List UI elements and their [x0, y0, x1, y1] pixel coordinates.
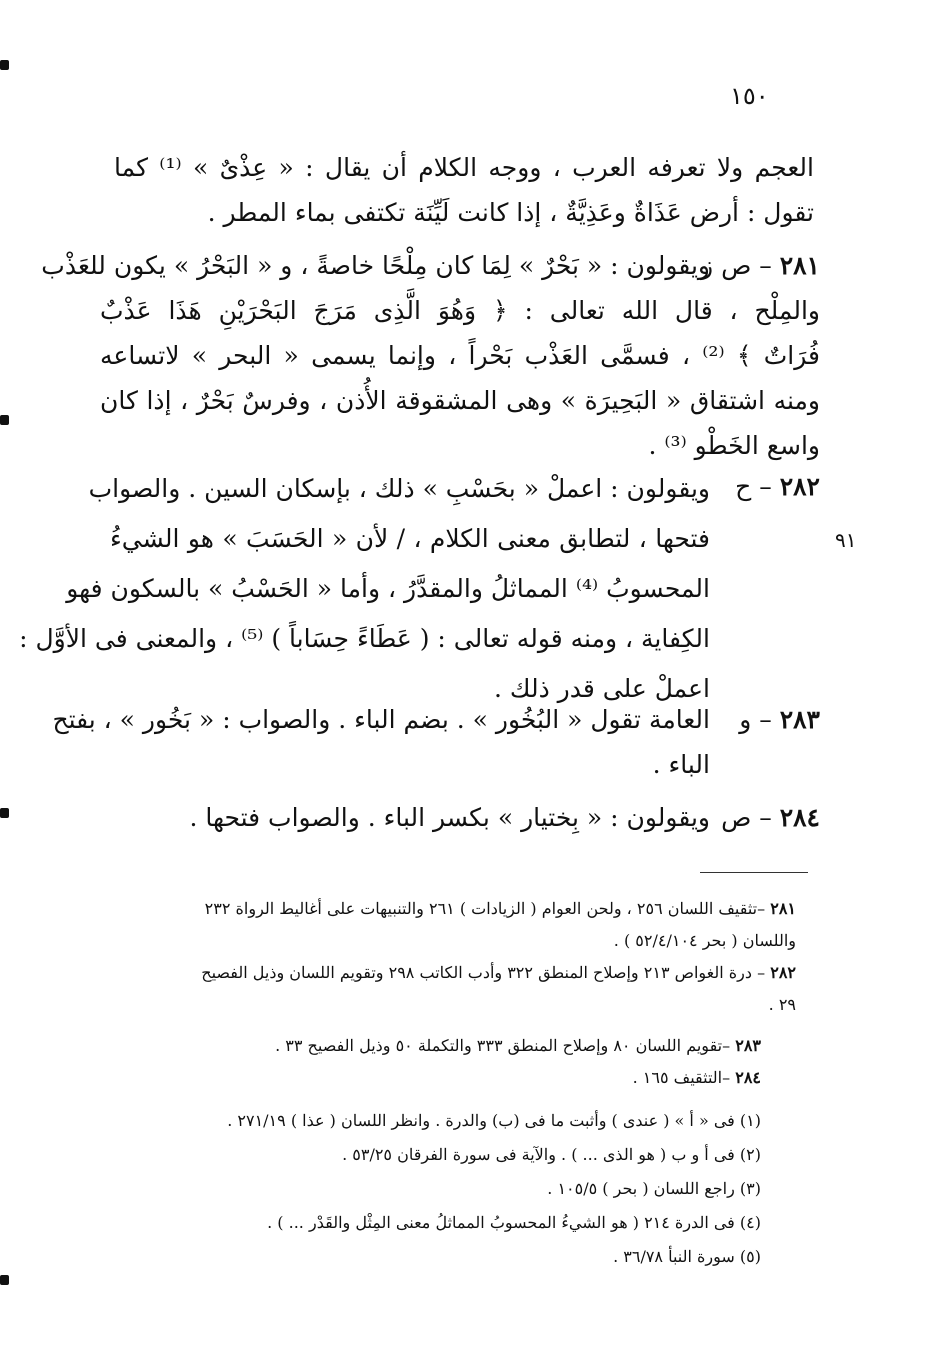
margin-page-reference: ٩١: [835, 528, 857, 552]
footnote-divider: [700, 872, 808, 873]
note-text: –تثقيف اللسان ٢٥٦ ، ولحن العوام ( الزيادات ) ٢٦١ والتنبيهات على أغاليط الرواة ٢٣٢: [204, 899, 766, 918]
text-line: فتحها ، لتطابق معنى الكلام ، / لأن « الحَسَبَ » هو الشيءُ: [110, 524, 710, 553]
text-line: المحسوبُ ⁽⁴⁾ المماثلُ والمقدَّرُ ، وأما « الحَسْبُ » بالسكون فهو: [66, 574, 710, 603]
entry-number: ٢٨٣: [779, 705, 820, 734]
text-line: ويقولون : « بَحْرٌ » لِمَا كان مِلْحًا خاصةً ، و « البَحْرُ » يكون للعَذْب: [41, 251, 710, 280]
scan-edge-mark: [0, 60, 9, 70]
entry-text: [19, 464, 710, 714]
footnote: (٢) فى أ و ب ( هو الذى ... ) . والآية فى سورة الفرقان ٥٣/٢٥ .: [342, 1145, 761, 1164]
entry-header: ٢٨١ – ص ز: [701, 251, 820, 280]
source-notes: [126, 893, 796, 1021]
source-notes-short: [161, 1030, 761, 1094]
source-note-284: [161, 1062, 761, 1094]
entry-text: [110, 795, 710, 840]
entry-source: ص: [721, 803, 752, 832]
source-note-283: [161, 1030, 761, 1062]
text-line: ومنه اشتقاق « البَحِيرَة » وهى المشقوقة الأُذن ، وفرسٌ بَحْرٌ ، إذا كان: [100, 386, 820, 415]
text-line: العامة تقول « البُخُور » . بضم الباء . والصواب : « بَخُور » ، بفتح: [52, 705, 710, 734]
footnote: (٤) فى الدرة ٢١٤ ( هو الشيءُ المحسوبُ المماثلُ معنى المِثْل والقَدْر ... ) .: [267, 1213, 761, 1232]
entry-number: ٢٨٢: [779, 472, 820, 501]
entry-284: [100, 795, 820, 840]
text-line: العجم ولا تعرفه العرب ، ووجه الكلام أن يقال : « عِذْىٌ » ⁽¹⁾ كما: [114, 153, 814, 182]
text-line: والمِلْح ، قال الله تعالى : ﴿ وَهُوَ الَّذِى مَرَجَ البَحْرَيْنِ هَذَا عَذْبٌ: [100, 296, 820, 325]
scan-edge-mark: [0, 415, 9, 425]
source-note-282: [126, 957, 796, 1021]
scan-edge-mark: [0, 1275, 9, 1285]
scan-edge-mark: [0, 808, 9, 818]
text-line: تقول : أرض عَذَاةٌ وعَذِيَّةٌ ، إذا كانت لَيِّنَة تكتفى بماء المطر .: [207, 198, 814, 227]
text-line: ويقولون : اعملْ « بحَسْبِ » ذلك ، بإسكان السين . والصواب: [88, 474, 710, 503]
entry-number: ٢٨١: [779, 251, 820, 280]
entry-number: ٢٨٤: [779, 803, 820, 832]
note-text: واللسان ( بحر ٥٢/٤/١٠٤ ) .: [613, 931, 796, 950]
source-note-281: [126, 893, 796, 957]
entry-header: ٢٨٣ – و: [739, 705, 820, 734]
entry-header: ٢٨٢ – ح: [735, 472, 820, 501]
note-number: ٢٨٢: [770, 963, 796, 982]
entry-source: و: [739, 705, 752, 734]
text-line: اعملْ على قدر ذلك .: [494, 674, 710, 703]
note-text: ٢٩ .: [768, 995, 796, 1014]
footnotes: [141, 1104, 761, 1274]
note-text: –التثقيف ١٦٥ .: [632, 1068, 731, 1087]
entry-source: ح: [735, 472, 752, 501]
text-line: الباء .: [652, 750, 710, 779]
footnote: (٥) سورة النبأ ٣٦/٧٨ .: [613, 1247, 761, 1266]
entry-282: [19, 464, 820, 704]
intro-paragraph: [114, 145, 814, 235]
footnote: (١) فى « أ » ( عندى ) وأثبت ما فى (ب) والدرة . وانظر اللسان ( عذا ) ٢٧١/١٩ .: [227, 1111, 761, 1130]
text-line: ويقولون : « بِختيار » بكسر الباء . والصواب فتحها .: [189, 803, 710, 832]
note-number: ٢٨٣: [735, 1036, 761, 1055]
note-text: – درة الغواص ٢١٣ وإصلاح المنطق ٣٢٢ وأدب الكاتب ٢٩٨ وتقويم اللسان وذيل الفصيح: [201, 963, 766, 982]
text-line: واسع الخَطْو ⁽³⁾ .: [648, 431, 820, 460]
entry-281: [41, 243, 820, 473]
entry-text: [52, 697, 710, 787]
note-number: ٢٨٤: [735, 1068, 761, 1087]
entry-source: ص ز: [701, 251, 752, 280]
entry-283: [52, 697, 820, 787]
entry-text: [41, 243, 820, 468]
entry-header: ٢٨٤ – ص: [721, 803, 820, 832]
note-text: –تقويم اللسان ٨٠ وإصلاح المنطق ٣٣٣ والتكملة ٥٠ وذيل الفصيح ٣٣ .: [275, 1036, 731, 1055]
text-line: الكِفاية ، ومنه قوله تعالى : ( عَطَاءً حِسَاباً ) ⁽⁵⁾ ، والمعنى فى الأوَّل :: [19, 624, 710, 653]
footnote: (٣) راجع اللسان ( بحر ) ١٠٥/٥ .: [547, 1179, 761, 1198]
page-number: ١٥٠: [730, 82, 769, 110]
text-line: فُرَاتٌ ﴾ ⁽²⁾ ، فسمَّى العَذْب بَحْراً ، وإنما يسمى « البحر » لاتساعه: [100, 341, 820, 370]
note-number: ٢٨١: [770, 899, 796, 918]
